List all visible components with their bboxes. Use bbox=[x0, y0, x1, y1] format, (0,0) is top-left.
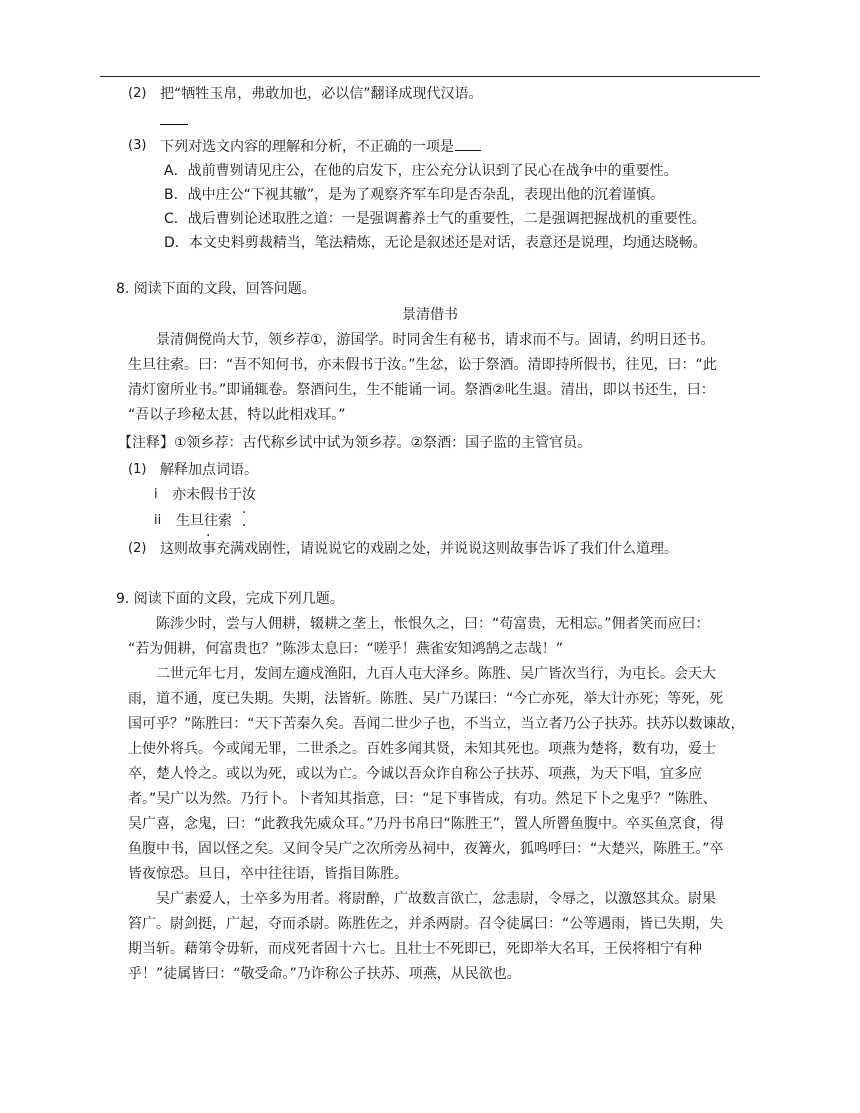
q7-option-b: B．战中庄公“下视其辙”，是为了观察齐军车印是否杂乱，表现出他的沉着谨慎。 bbox=[164, 187, 665, 203]
q8-sub1-i-label: i bbox=[154, 487, 158, 502]
q9-heading: 9. 阅读下面的文段，完成下列几题。 bbox=[116, 591, 344, 607]
q7-item3-answer-blank[interactable] bbox=[455, 136, 481, 151]
q9-passage-line-3: 二世元年七月，发闾左適戍渔阳，九百人屯大泽乡。陈胜、吴广皆次当行，为屯长。会天大 bbox=[156, 666, 716, 682]
q8-sub1-ii-label: ii bbox=[154, 513, 162, 528]
q8-sub1-ii-text: 生旦往索 bbox=[176, 513, 232, 529]
q7-item3-text bbox=[160, 136, 481, 157]
q9-passage-line-2: “若为佣耕，何富贵也？”陈涉太息曰：“嗟乎！燕雀安知鸿鹄之志哉！” bbox=[128, 641, 564, 657]
q9-passage-line-11: 皆夜惊恐。旦日，卒中往往语，皆指目陈胜。 bbox=[128, 866, 408, 882]
q7-option-c: C．战后曹刿论述取胜之道：一是强调蓄养士气的重要性，二是强调把握战机的重要性。 bbox=[164, 211, 706, 227]
emphasis-dot: · · bbox=[242, 505, 246, 521]
q8-sub2-text: 这则故事充满戏剧性，请说说它的戏剧之处，并说说这则故事告诉了我们什么道理。 bbox=[160, 541, 678, 557]
q8-passage-line-1: 景清倜傥尚大节，领乡荐①，游国学。时同舍生有秘书，请求而不与。固请，约明日还书。 bbox=[156, 332, 715, 348]
q8-passage-title: 景清借书 bbox=[402, 307, 458, 323]
q7-item2-number: (2) bbox=[128, 86, 147, 101]
q9-passage-line-7: 卒，楚人怜之。或以为死，或以为亡。今诚以吾众诈自称公子扶苏、项燕，为天下唱，宜多应 bbox=[128, 766, 702, 782]
q9-passage-line-6: 上使外将兵。今或闻无罪，二世杀之。百姓多闻其贤，未知其死也。项燕为楚将，数有功，爱士 bbox=[128, 741, 716, 757]
q9-passage-line-1: 陈涉少时，尝与人佣耕，辍耕之垄上，怅恨久之，曰：“苟富贵，无相忘。”佣者笑而应曰： bbox=[156, 616, 710, 632]
q9-passage-line-5: 国可乎？”陈胜曰：“天下苦秦久矣。吾闻二世少子也，不当立，当立者乃公子扶苏。扶苏以数谏故， bbox=[128, 716, 745, 732]
q9-passage-line-10: 鱼腹中书，固以怪之矣。又间令吴广之次所旁丛祠中，夜篝火，狐鸣呼曰：“大楚兴，陈胜王。”卒 bbox=[128, 841, 724, 857]
q7-item2-answer-blank[interactable] bbox=[160, 110, 188, 125]
q9-passage-line-14: 期当斩。藉第令毋斩，而戍死者固十六七。且壮士不死即已，死即举大名耳，王侯将相宁有种 bbox=[128, 941, 702, 957]
q8-sub2-number: (2) bbox=[128, 541, 147, 556]
q8-sub1-number: (1) bbox=[128, 462, 147, 477]
q7-option-d: D．本文史料剪裁精当，笔法精炼，无论是叙述还是对话，表意还是说理，均通达晓畅。 bbox=[164, 235, 707, 251]
q9-passage-line-13: 笞广。尉剑挺，广起，夺而杀尉。陈胜佐之，并杀两尉。召令徒属曰：“公等遇雨，皆已失期，失 bbox=[128, 916, 724, 932]
q7-item3-stem: 下列对选文内容的理解和分析，不正确的一项是 bbox=[160, 139, 454, 155]
q9-passage-line-8: 者。”吴广以为然。乃行卜。卜者知其指意，曰：“足下事皆成，有功。然足下卜之鬼乎？”陈胜、 bbox=[128, 791, 717, 807]
q8-passage-line-4: “吾以子珍秘太甚，特以此相戏耳。” bbox=[128, 407, 346, 423]
q8-passage-line-3: 清灯窗所业书。”即诵辄卷。祭酒问生，生不能诵一词。祭酒②叱生退。清出，即以书还生，曰： bbox=[128, 382, 715, 398]
q9-passage-line-12: 吴广素爱人，士卒多为用者。将尉醉，广故数言欲亡，忿恚尉，令辱之，以激怒其众。尉果 bbox=[156, 891, 716, 907]
q7-option-a: A．战前曹刿请见庄公，在他的启发下，庄公充分认识到了民心在战争中的重要性。 bbox=[164, 163, 678, 179]
q8-note: 【注释】①领乡荐：古代称乡试中试为领乡荐。②祭酒：国子监的主管官员。 bbox=[118, 435, 592, 451]
header-rule bbox=[100, 76, 760, 77]
q9-passage-line-9: 吴广喜，念鬼，曰：“此教我先威众耳。”乃丹书帛曰“陈胜王”，置人所罾鱼腹中。卒买鱼烹食，得 bbox=[128, 816, 725, 832]
q8-sub1-text: 解释加点词语。 bbox=[160, 462, 258, 478]
emphasis-dot: · bbox=[206, 528, 211, 544]
q9-passage-line-15: 乎！”徒属皆曰：“敬受命。”乃诈称公子扶苏、项燕，从民欲也。 bbox=[128, 966, 521, 982]
q9-passage-line-4: 雨，道不通，度已失期。失期，法皆斩。陈胜、吴广乃谋曰：“今亡亦死，举大计亦死；等死，死 bbox=[128, 691, 724, 707]
q8-heading: 8. 阅读下面的文段，回答问题。 bbox=[116, 281, 316, 297]
q7-item3-number: (3) bbox=[128, 138, 147, 153]
q7-item2-text: 把“牺牲玉帛，弗敢加也，必以信”翻译成现代汉语。 bbox=[160, 86, 483, 102]
q8-passage-line-2: 生旦往索。曰：“吾不知何书，亦未假书于汝。”生忿，讼于祭酒。清即持所假书，往见，曰：“此 bbox=[128, 357, 717, 373]
q8-sub1-i-text: 亦未假书于汝 bbox=[172, 487, 256, 503]
